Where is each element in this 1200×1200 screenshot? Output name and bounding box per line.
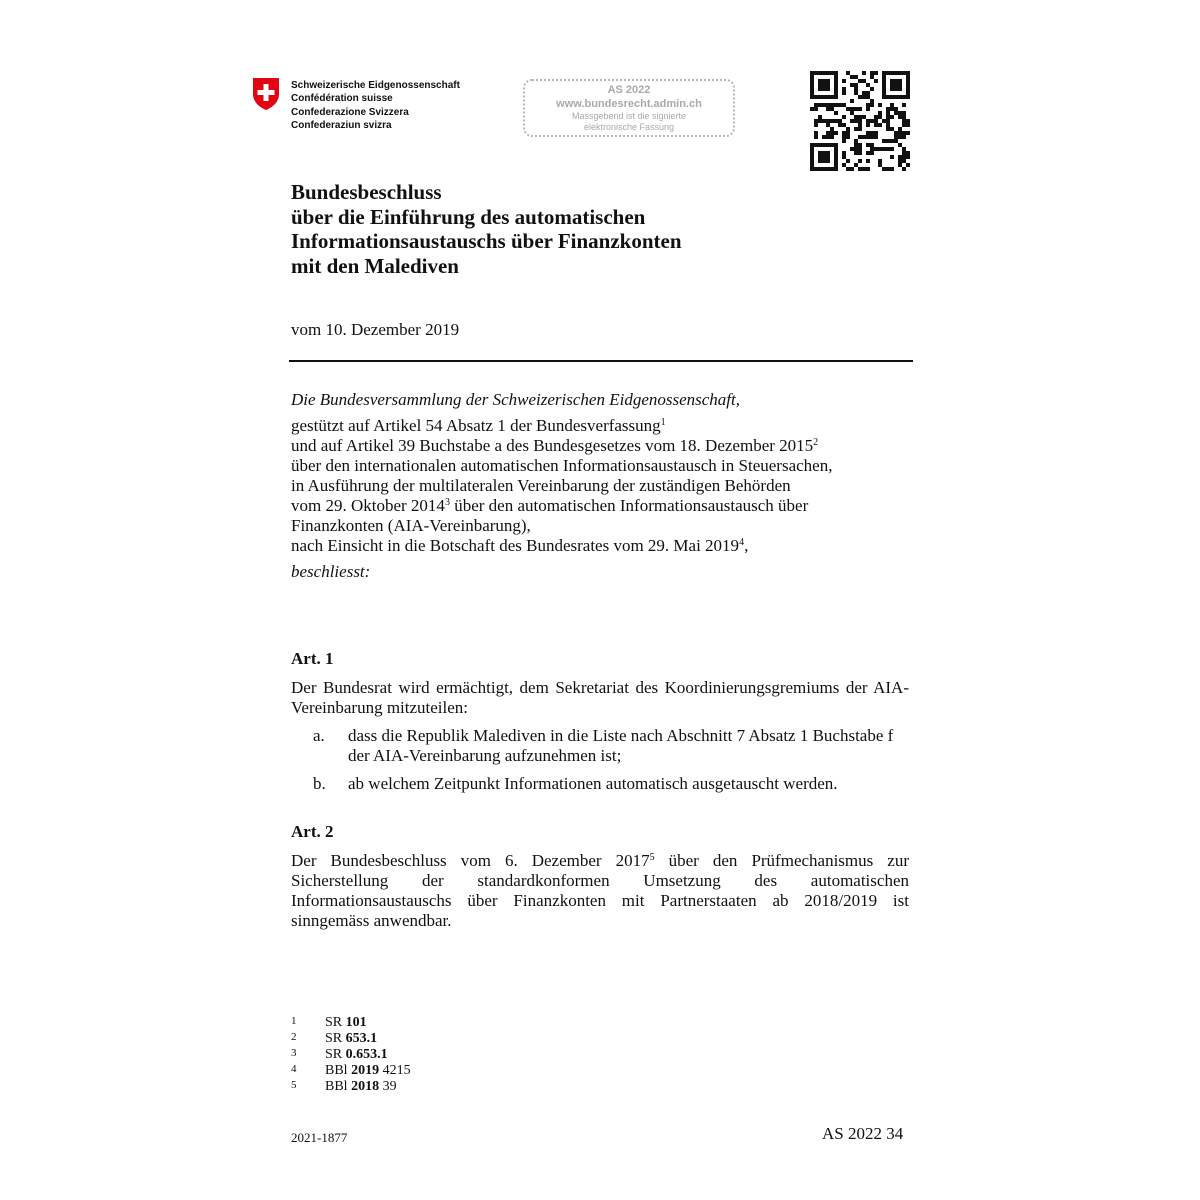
stamp-url: www.bundesrecht.admin.ch xyxy=(556,98,702,110)
footnote-text: SR 653.1 xyxy=(325,1031,378,1046)
footnote-ref: 4 xyxy=(739,537,745,548)
preamble-intro: Die Bundesversammlung der Schweizerischen Eidgenossenschaft, xyxy=(291,390,740,409)
confederation-name-fr: Confédération suisse xyxy=(291,93,393,105)
footnote-text: SR 0.653.1 xyxy=(325,1047,388,1062)
footnote-number: 3 xyxy=(291,1047,297,1059)
stamp-note-line2: elektronische Fassung xyxy=(583,122,675,132)
title-line: Bundesbeschluss xyxy=(291,180,442,204)
official-publication-stamp xyxy=(523,79,735,137)
article-1-heading: Art. 1 xyxy=(291,649,334,668)
preamble-line: über den internationalen automatischen Informationsaustausch in Steuersachen, xyxy=(291,456,833,475)
preamble-line: nach Einsicht in die Botschaft des Bundesrates vom 29. Mai 2019$^4$, xyxy=(291,536,749,555)
preamble-line: vom 29. Oktober 2014$^3$ über den automatischen Informationsaustausch über xyxy=(291,496,809,515)
official-collection-reference: AS 2022 34 xyxy=(822,1124,904,1143)
preamble-line: Finanzkonten (AIA-Vereinbarung), xyxy=(291,516,531,535)
article-2-text: Der Bundesbeschluss vom 6. Dezember 2017$^5$ über den Prüfmechanismus zur Sicherstellung der standardkonformen Umsetzung des automatischen Informationsaustauschs über Finanzkonten mit Partnerstaaten ab 2018/2019 ist sinngemäss anwendbar. xyxy=(291,851,909,930)
footnote-text: SR 101 xyxy=(325,1015,367,1030)
preamble-line: gestützt auf Artikel 54 Absatz 1 der Bundesverfassung$^1$ xyxy=(291,416,666,435)
article-2-heading: Art. 2 xyxy=(291,822,334,841)
swiss-coat-of-arms-icon xyxy=(251,77,281,111)
list-item-marker: a. xyxy=(313,726,325,745)
document-number: 2021-1877 xyxy=(291,1130,348,1145)
preamble-line: und auf Artikel 39 Buchstabe a des Bundesgesetzes vom 18. Dezember 2015$^2$ xyxy=(291,436,819,455)
list-item-text: ab welchem Zeitpunkt Informationen automatisch ausgetauscht werden. xyxy=(348,774,838,793)
footnote-ref: 3 xyxy=(444,497,450,508)
confederation-name-it: Confederazione Svizzera xyxy=(291,106,409,118)
footnote-number: 5 xyxy=(291,1079,297,1091)
title-line: über die Einführung des automatischen xyxy=(291,204,646,229)
footnote-number: 2 xyxy=(291,1031,297,1043)
stamp-collection: AS 2022 xyxy=(607,84,651,96)
confederation-name-rm: Confederaziun svizra xyxy=(291,120,392,132)
preamble xyxy=(291,390,931,582)
confederation-name-de: Schweizerische Eidgenossenschaft xyxy=(291,80,460,91)
title-line: Informationsaustauschs über Finanzkonten xyxy=(291,229,682,253)
title-divider xyxy=(289,360,913,362)
footnote-ref: 5 xyxy=(649,852,655,863)
preamble-resolves: beschliesst: xyxy=(291,562,371,581)
footnote-number: 4 xyxy=(291,1063,297,1075)
document-date: vom 10. Dezember 2019 xyxy=(291,320,460,339)
qr-code-icon xyxy=(810,71,910,171)
document-title xyxy=(291,180,682,278)
footnote-number: 1 xyxy=(291,1015,297,1027)
confederation-names xyxy=(291,79,460,133)
preamble-line: in Ausführung der multilateralen Vereinbarung der zuständigen Behörden xyxy=(291,476,791,495)
footnote-text: BBl 2018 39 xyxy=(325,1079,397,1094)
list-item-marker: b. xyxy=(313,774,326,793)
footnote-ref: 1 xyxy=(660,417,666,428)
title-line: mit den Malediven xyxy=(291,253,459,278)
footnote-ref: 2 xyxy=(813,437,819,448)
stamp-note-line1: Massgebend ist die signierte xyxy=(571,111,687,121)
footnote-text: BBl 2019 4215 xyxy=(325,1063,411,1078)
list-item-text: dass die Republik Malediven in die Liste nach Abschnitt 7 Absatz 1 Buchstabe f der AIA-Vereinbarung aufzunehmen ist; xyxy=(348,726,894,765)
article-1-text: Der Bundesrat wird ermächtigt, dem Sekretariat des Koordinierungsgremiums der AIA-Vereinbarung mitzuteilen: xyxy=(291,678,909,717)
